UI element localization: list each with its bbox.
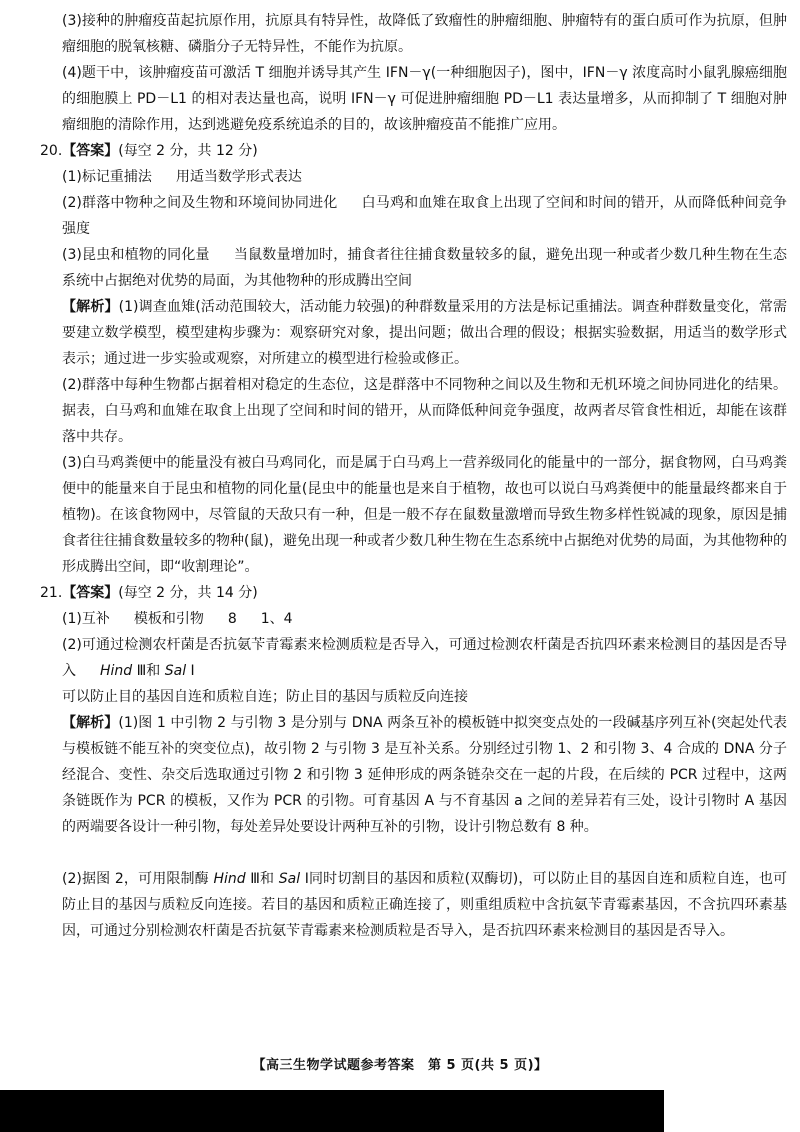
q20-analysis-2: (2)群落中每种生物都占据着相对稳定的生态位，这是群落中不同物种之间以及生物和无机环境之间协同进化的结果。据表，白马鸡和血雉在取食上出现了空间和时间的错开，从而降低种间竞争强度，故两者尽管食性相近，却能在该群落中共存。 <box>62 377 787 445</box>
q21-enzyme-hind: Hind <box>100 663 133 679</box>
q21-answer-1c: 8 <box>227 611 237 627</box>
q21-answer-tag: 【答案】 <box>62 585 119 601</box>
q20-answer-3a: (3)昆虫和植物的同化量 <box>62 247 210 263</box>
q21-analysis-2b: Ⅲ和 <box>245 871 279 887</box>
q20-answer-header <box>40 138 787 164</box>
q20-answer-2b: 白马鸡和血雉在取食上出现了空间和时间的错开，从而降低种间竞争强度 <box>62 195 787 237</box>
q21-enzyme-joiner: Ⅲ和 <box>132 663 165 679</box>
q20-answer-1b: 用适当数学形式表达 <box>175 169 302 185</box>
q21-analysis-2 <box>62 866 787 944</box>
q19-part4-text: (4)题干中，该肿瘤疫苗可激活 T 细胞并诱导其产生 IFN－γ(一种细胞因子)，图中，IFN－γ 浓度高时小鼠乳腺癌细胞的细胞膜上 PD－L1 的相对表达量也高，说明 IFN－γ 可促进肿瘤细胞 PD－L1 表达量增多，从而抑制了 T 细胞对肿瘤细胞的清除作用，达到逃避免疫系统追杀的目的，故该肿瘤疫苗不能推广应用。 <box>62 65 787 133</box>
q20-answer-tag: 【答案】 <box>62 143 119 159</box>
q21-answer-1 <box>62 606 787 632</box>
q20-answer-3b: 当鼠数量增加时，捕食者往往捕食数量较多的鼠，避免出现一种或者少数几种生物在生态系统中占据绝对优势的局面，为其他物种的形成腾出空间 <box>62 247 787 289</box>
q20-answer-1 <box>62 164 787 190</box>
q21-answer-2a: (2)可通过检测农杆菌是否抗氨苄青霉素来检测质粒是否导入，可通过检测农杆菌是否抗四环素来检测目的基因是否导入 <box>62 637 787 679</box>
q21-answer-3: 可以防止目的基因自连和质粒自连；防止目的基因与质粒反向连接 <box>62 689 468 705</box>
q21-analysis-2a: (2)据图 2，可用限制酶 <box>62 871 214 887</box>
q21-answer-1a: (1)互补 <box>62 611 110 627</box>
q21-analysis-enzyme-sal: Sal <box>278 871 301 887</box>
page-footer: 【高三生物学试题参考答案 第 5 页(共 5 页)】 <box>252 1058 548 1073</box>
q20-number: 20. <box>40 143 63 159</box>
q20-analysis-3: (3)白马鸡粪便中的能量没有被白马鸡同化，而是属于白马鸡上一营养级同化的能量中的一部分，据食物网，白马鸡粪便中的能量来自于昆虫和植物的同化量(昆虫中的能量也是来自于植物，故也可以说白马鸡粪便中的能量最终都来自于植物)。在该食物网中，尽管鼠的天敌只有一种，但是一般不存在鼠数量激增而导致生物多样性锐减的现象，原因是捕食者往往捕食数量较多的物种(鼠)，避免出现一种或者少数几种生物在生态系统中占据绝对优势的局面，为其他物种的形成腾出空间，即“收割理论”。 <box>62 455 787 575</box>
q20-answer-2 <box>62 190 787 242</box>
q21-answer-2 <box>62 632 787 684</box>
q21-answer-header <box>40 580 787 606</box>
q21-analysis-2c: Ⅰ同时切割目的基因和质粒(双酶切)，可以防止目的基因自连和质粒自连，也可防止目的基因与质粒反向连接。若目的基因和质粒正确连接了，则重组质粒中含抗氨苄青霉素基因，不含抗四环素基因，可通过分别检测农杆菌是否抗氨苄青霉素来检测质粒是否导入，是否抗四环素来检测目的基因是否导入。 <box>62 871 787 939</box>
q20-score-note: (每空 2 分，共 12 分) <box>118 143 258 159</box>
q21-analysis-1 <box>62 710 787 840</box>
q19-part3-text: (3)接种的肿瘤疫苗起抗原作用，抗原具有特异性，故降低了致瘤性的肿瘤细胞、肿瘤特有的蛋白质可作为抗原，但肿瘤细胞的脱氧核糖、磷脂分子无特异性，不能作为抗原。 <box>62 13 787 55</box>
q20-analysis-1 <box>62 294 787 372</box>
q20-answer-3 <box>62 242 787 294</box>
q21-score-note: (每空 2 分，共 14 分) <box>118 585 258 601</box>
q21-enzyme-sal: Sal <box>164 663 187 679</box>
q21-analysis-1-text: (1)图 1 中引物 2 与引物 3 是分别与 DNA 两条互补的模板链中拟突变点处的一段碱基序列互补(突起处代表与模板链不能互补的突变位点)，故引物 2 与引物 3 是互补关系。分别经过引物 1、2 和引物 3、4 合成的 DNA 分子经混合、变性、杂交后选取通过引物 2 和引物 3 延伸形成的两条链杂交在一起的片段，在后续的 PCR 过程中，这两条链既作为 PCR 的模板，又作为 PCR 的引物。可育基因 A 与不育基因 a 之间的差异若有三处，设计引物时 A 基因的两端要各设计一种引物，每处差异处要设计两种互补的引物，设计引物总数有 8 种。 <box>62 715 788 835</box>
q21-answer-1b: 模板和引物 <box>133 611 204 627</box>
analysis-tag: 【解析】 <box>62 299 119 315</box>
q20-answer-1a: (1)标记重捕法 <box>62 169 152 185</box>
q21-number: 21. <box>40 585 63 601</box>
q21-analysis-enzyme-hind: Hind <box>213 871 246 887</box>
scan-black-bar <box>0 1090 664 1132</box>
q21-enzyme-sal-num: Ⅰ <box>186 663 195 679</box>
q21-answer-1d: 1、4 <box>260 611 293 627</box>
q20-analysis-1-text: (1)调查血雉(活动范围较大，活动能力较强)的种群数量采用的方法是标记重捕法。调查种群数量变化，常需要建立数学模型，模型建构步骤为：观察研究对象，提出问题；做出合理的假设；根据实验数据，用适当的数学形式表示；通过进一步实验或观察，对所建立的模型进行检验或修正。 <box>62 299 787 367</box>
q20-answer-2a: (2)群落中物种之间及生物和环境间协同进化 <box>62 195 338 211</box>
analysis-tag-2: 【解析】 <box>62 715 119 731</box>
